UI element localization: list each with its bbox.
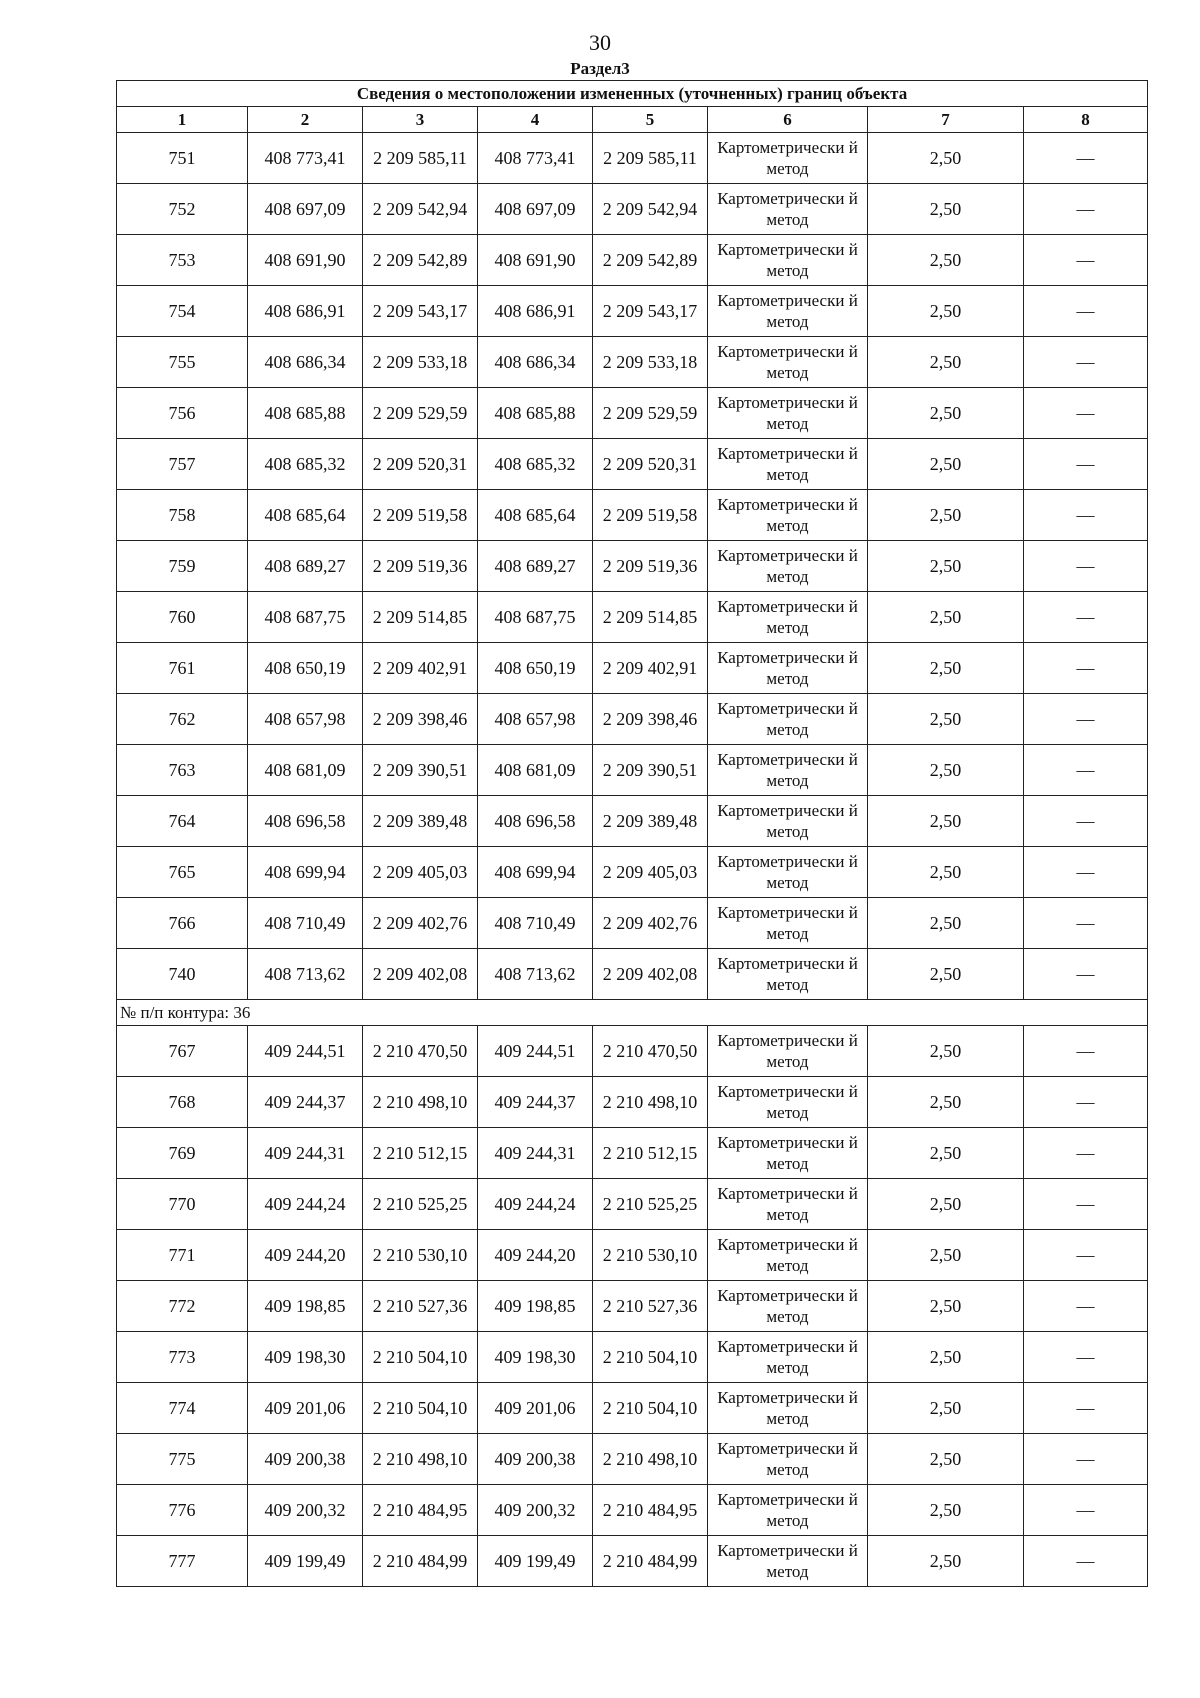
description-cell: — bbox=[1024, 592, 1148, 643]
x-existing-cell: 409 200,32 bbox=[248, 1485, 363, 1536]
point-number-cell: 772 bbox=[117, 1281, 248, 1332]
y-new-cell: 2 210 525,25 bbox=[593, 1179, 708, 1230]
y-new-cell: 2 209 520,31 bbox=[593, 439, 708, 490]
y-new-cell: 2 210 498,10 bbox=[593, 1434, 708, 1485]
accuracy-cell: 2,50 bbox=[868, 1230, 1024, 1281]
point-number-cell: 766 bbox=[117, 898, 248, 949]
table-row bbox=[117, 1077, 1148, 1128]
y-existing-cell: 2 210 530,10 bbox=[363, 1230, 478, 1281]
x-existing-cell: 408 686,91 bbox=[248, 286, 363, 337]
table-row bbox=[117, 1128, 1148, 1179]
accuracy-cell: 2,50 bbox=[868, 1536, 1024, 1587]
point-number-cell: 765 bbox=[117, 847, 248, 898]
y-existing-cell: 2 210 504,10 bbox=[363, 1383, 478, 1434]
method-cell: Картометрически й метод bbox=[708, 1332, 868, 1383]
description-cell: — bbox=[1024, 133, 1148, 184]
accuracy-cell: 2,50 bbox=[868, 541, 1024, 592]
description-cell: — bbox=[1024, 643, 1148, 694]
x-existing-cell: 409 244,20 bbox=[248, 1230, 363, 1281]
point-number-cell: 764 bbox=[117, 796, 248, 847]
x-new-cell: 409 198,85 bbox=[478, 1281, 593, 1332]
point-number-cell: 777 bbox=[117, 1536, 248, 1587]
y-existing-cell: 2 209 514,85 bbox=[363, 592, 478, 643]
point-number-cell: 776 bbox=[117, 1485, 248, 1536]
accuracy-cell: 2,50 bbox=[868, 1485, 1024, 1536]
x-new-cell: 409 199,49 bbox=[478, 1536, 593, 1587]
y-existing-cell: 2 209 405,03 bbox=[363, 847, 478, 898]
point-number-cell: 751 bbox=[117, 133, 248, 184]
x-new-cell: 408 710,49 bbox=[478, 898, 593, 949]
x-existing-cell: 409 198,30 bbox=[248, 1332, 363, 1383]
y-existing-cell: 2 209 519,58 bbox=[363, 490, 478, 541]
accuracy-cell: 2,50 bbox=[868, 1026, 1024, 1077]
y-existing-cell: 2 210 504,10 bbox=[363, 1332, 478, 1383]
y-existing-cell: 2 209 529,59 bbox=[363, 388, 478, 439]
x-existing-cell: 408 696,58 bbox=[248, 796, 363, 847]
y-existing-cell: 2 210 498,10 bbox=[363, 1077, 478, 1128]
table-row bbox=[117, 388, 1148, 439]
y-new-cell: 2 209 514,85 bbox=[593, 592, 708, 643]
description-cell: — bbox=[1024, 541, 1148, 592]
method-cell: Картометрически й метод bbox=[708, 694, 868, 745]
column-number: 3 bbox=[363, 107, 478, 133]
table-header bbox=[117, 81, 1148, 133]
table-row bbox=[117, 133, 1148, 184]
x-new-cell: 408 650,19 bbox=[478, 643, 593, 694]
description-cell: — bbox=[1024, 949, 1148, 1000]
y-new-cell: 2 210 512,15 bbox=[593, 1128, 708, 1179]
table-row bbox=[117, 235, 1148, 286]
accuracy-cell: 2,50 bbox=[868, 796, 1024, 847]
column-number: 4 bbox=[478, 107, 593, 133]
x-existing-cell: 409 244,31 bbox=[248, 1128, 363, 1179]
x-new-cell: 409 201,06 bbox=[478, 1383, 593, 1434]
method-cell: Картометрически й метод bbox=[708, 133, 868, 184]
accuracy-cell: 2,50 bbox=[868, 1383, 1024, 1434]
accuracy-cell: 2,50 bbox=[868, 184, 1024, 235]
point-number-cell: 773 bbox=[117, 1332, 248, 1383]
description-cell: — bbox=[1024, 1179, 1148, 1230]
table-row bbox=[117, 1026, 1148, 1077]
accuracy-cell: 2,50 bbox=[868, 1179, 1024, 1230]
x-existing-cell: 409 244,51 bbox=[248, 1026, 363, 1077]
x-existing-cell: 408 685,32 bbox=[248, 439, 363, 490]
accuracy-cell: 2,50 bbox=[868, 1332, 1024, 1383]
x-new-cell: 409 244,31 bbox=[478, 1128, 593, 1179]
point-number-cell: 761 bbox=[117, 643, 248, 694]
x-existing-cell: 408 685,88 bbox=[248, 388, 363, 439]
y-new-cell: 2 210 470,50 bbox=[593, 1026, 708, 1077]
accuracy-cell: 2,50 bbox=[868, 898, 1024, 949]
x-existing-cell: 409 201,06 bbox=[248, 1383, 363, 1434]
y-new-cell: 2 210 498,10 bbox=[593, 1077, 708, 1128]
x-new-cell: 408 687,75 bbox=[478, 592, 593, 643]
table-row bbox=[117, 796, 1148, 847]
accuracy-cell: 2,50 bbox=[868, 235, 1024, 286]
table-row bbox=[117, 337, 1148, 388]
x-new-cell: 409 200,38 bbox=[478, 1434, 593, 1485]
point-number-cell: 756 bbox=[117, 388, 248, 439]
method-cell: Картометрически й метод bbox=[708, 337, 868, 388]
x-existing-cell: 408 650,19 bbox=[248, 643, 363, 694]
y-existing-cell: 2 209 402,91 bbox=[363, 643, 478, 694]
x-existing-cell: 409 200,38 bbox=[248, 1434, 363, 1485]
description-cell: — bbox=[1024, 898, 1148, 949]
description-cell: — bbox=[1024, 1026, 1148, 1077]
point-number-cell: 754 bbox=[117, 286, 248, 337]
point-number-cell: 758 bbox=[117, 490, 248, 541]
table-row bbox=[117, 1230, 1148, 1281]
accuracy-cell: 2,50 bbox=[868, 388, 1024, 439]
y-new-cell: 2 209 542,94 bbox=[593, 184, 708, 235]
table-row bbox=[117, 949, 1148, 1000]
column-number: 2 bbox=[248, 107, 363, 133]
method-cell: Картометрически й метод bbox=[708, 1026, 868, 1077]
x-existing-cell: 408 681,09 bbox=[248, 745, 363, 796]
method-cell: Картометрически й метод bbox=[708, 1281, 868, 1332]
method-cell: Картометрически й метод bbox=[708, 490, 868, 541]
method-cell: Картометрически й метод bbox=[708, 1536, 868, 1587]
x-new-cell: 408 685,64 bbox=[478, 490, 593, 541]
x-existing-cell: 409 198,85 bbox=[248, 1281, 363, 1332]
y-existing-cell: 2 210 484,95 bbox=[363, 1485, 478, 1536]
point-number-cell: 769 bbox=[117, 1128, 248, 1179]
x-new-cell: 409 244,51 bbox=[478, 1026, 593, 1077]
accuracy-cell: 2,50 bbox=[868, 133, 1024, 184]
description-cell: — bbox=[1024, 1383, 1148, 1434]
description-cell: — bbox=[1024, 184, 1148, 235]
description-cell: — bbox=[1024, 1485, 1148, 1536]
description-cell: — bbox=[1024, 1077, 1148, 1128]
x-new-cell: 408 697,09 bbox=[478, 184, 593, 235]
point-number-cell: 763 bbox=[117, 745, 248, 796]
description-cell: — bbox=[1024, 439, 1148, 490]
point-number-cell: 752 bbox=[117, 184, 248, 235]
table-row bbox=[117, 1179, 1148, 1230]
table-row bbox=[117, 286, 1148, 337]
y-new-cell: 2 209 398,46 bbox=[593, 694, 708, 745]
x-existing-cell: 408 691,90 bbox=[248, 235, 363, 286]
table-row bbox=[117, 1383, 1148, 1434]
table-row bbox=[117, 1332, 1148, 1383]
table-row bbox=[117, 1485, 1148, 1536]
point-number-cell: 760 bbox=[117, 592, 248, 643]
description-cell: — bbox=[1024, 1230, 1148, 1281]
y-new-cell: 2 209 519,58 bbox=[593, 490, 708, 541]
method-cell: Картометрически й метод bbox=[708, 949, 868, 1000]
y-new-cell: 2 209 533,18 bbox=[593, 337, 708, 388]
y-new-cell: 2 209 585,11 bbox=[593, 133, 708, 184]
y-new-cell: 2 209 402,76 bbox=[593, 898, 708, 949]
y-existing-cell: 2 210 525,25 bbox=[363, 1179, 478, 1230]
y-existing-cell: 2 210 512,15 bbox=[363, 1128, 478, 1179]
y-new-cell: 2 209 542,89 bbox=[593, 235, 708, 286]
contour-row bbox=[117, 1000, 1148, 1026]
x-new-cell: 409 198,30 bbox=[478, 1332, 593, 1383]
accuracy-cell: 2,50 bbox=[868, 1128, 1024, 1179]
table-row bbox=[117, 745, 1148, 796]
method-cell: Картометрически й метод bbox=[708, 898, 868, 949]
table-row bbox=[117, 1434, 1148, 1485]
description-cell: — bbox=[1024, 796, 1148, 847]
accuracy-cell: 2,50 bbox=[868, 949, 1024, 1000]
y-existing-cell: 2 210 484,99 bbox=[363, 1536, 478, 1587]
description-cell: — bbox=[1024, 337, 1148, 388]
y-existing-cell: 2 209 389,48 bbox=[363, 796, 478, 847]
table-caption: Сведения о местоположении измененных (уточненных) границ объекта bbox=[117, 81, 1148, 107]
method-cell: Картометрически й метод bbox=[708, 796, 868, 847]
y-existing-cell: 2 209 543,17 bbox=[363, 286, 478, 337]
y-new-cell: 2 210 484,99 bbox=[593, 1536, 708, 1587]
description-cell: — bbox=[1024, 235, 1148, 286]
y-existing-cell: 2 210 527,36 bbox=[363, 1281, 478, 1332]
x-new-cell: 409 244,24 bbox=[478, 1179, 593, 1230]
x-existing-cell: 408 713,62 bbox=[248, 949, 363, 1000]
y-new-cell: 2 210 484,95 bbox=[593, 1485, 708, 1536]
y-new-cell: 2 210 504,10 bbox=[593, 1383, 708, 1434]
page-number: 30 bbox=[589, 30, 611, 55]
point-number-cell: 740 bbox=[117, 949, 248, 1000]
description-cell: — bbox=[1024, 694, 1148, 745]
table-body bbox=[117, 133, 1148, 1587]
point-number-cell: 759 bbox=[117, 541, 248, 592]
accuracy-cell: 2,50 bbox=[868, 847, 1024, 898]
y-existing-cell: 2 209 402,76 bbox=[363, 898, 478, 949]
column-number: 5 bbox=[593, 107, 708, 133]
x-existing-cell: 409 199,49 bbox=[248, 1536, 363, 1587]
y-new-cell: 2 209 402,91 bbox=[593, 643, 708, 694]
y-existing-cell: 2 210 498,10 bbox=[363, 1434, 478, 1485]
point-number-cell: 771 bbox=[117, 1230, 248, 1281]
description-cell: — bbox=[1024, 388, 1148, 439]
x-new-cell: 408 685,32 bbox=[478, 439, 593, 490]
accuracy-cell: 2,50 bbox=[868, 1281, 1024, 1332]
point-number-cell: 755 bbox=[117, 337, 248, 388]
description-cell: — bbox=[1024, 1128, 1148, 1179]
x-new-cell: 409 244,20 bbox=[478, 1230, 593, 1281]
method-cell: Картометрически й метод bbox=[708, 1383, 868, 1434]
method-cell: Картометрически й метод bbox=[708, 541, 868, 592]
accuracy-cell: 2,50 bbox=[868, 592, 1024, 643]
x-new-cell: 408 696,58 bbox=[478, 796, 593, 847]
description-cell: — bbox=[1024, 286, 1148, 337]
x-existing-cell: 408 710,49 bbox=[248, 898, 363, 949]
x-new-cell: 409 244,37 bbox=[478, 1077, 593, 1128]
point-number-cell: 762 bbox=[117, 694, 248, 745]
table-row bbox=[117, 184, 1148, 235]
method-cell: Картометрически й метод bbox=[708, 286, 868, 337]
section-title: Раздел3 bbox=[570, 59, 630, 78]
method-cell: Картометрически й метод bbox=[708, 1434, 868, 1485]
point-number-cell: 753 bbox=[117, 235, 248, 286]
description-cell: — bbox=[1024, 1434, 1148, 1485]
x-new-cell: 409 200,32 bbox=[478, 1485, 593, 1536]
y-existing-cell: 2 209 542,94 bbox=[363, 184, 478, 235]
accuracy-cell: 2,50 bbox=[868, 286, 1024, 337]
x-existing-cell: 408 686,34 bbox=[248, 337, 363, 388]
x-new-cell: 408 713,62 bbox=[478, 949, 593, 1000]
y-new-cell: 2 209 529,59 bbox=[593, 388, 708, 439]
point-number-cell: 768 bbox=[117, 1077, 248, 1128]
description-cell: — bbox=[1024, 1332, 1148, 1383]
table-row bbox=[117, 592, 1148, 643]
accuracy-cell: 2,50 bbox=[868, 694, 1024, 745]
x-new-cell: 408 685,88 bbox=[478, 388, 593, 439]
y-existing-cell: 2 209 398,46 bbox=[363, 694, 478, 745]
method-cell: Картометрически й метод bbox=[708, 643, 868, 694]
y-existing-cell: 2 209 542,89 bbox=[363, 235, 478, 286]
method-cell: Картометрически й метод bbox=[708, 184, 868, 235]
x-existing-cell: 409 244,24 bbox=[248, 1179, 363, 1230]
y-new-cell: 2 209 402,08 bbox=[593, 949, 708, 1000]
method-cell: Картометрически й метод bbox=[708, 847, 868, 898]
description-cell: — bbox=[1024, 1536, 1148, 1587]
table-row bbox=[117, 694, 1148, 745]
y-new-cell: 2 209 390,51 bbox=[593, 745, 708, 796]
y-existing-cell: 2 209 533,18 bbox=[363, 337, 478, 388]
column-number: 8 bbox=[1024, 107, 1148, 133]
method-cell: Картометрически й метод bbox=[708, 745, 868, 796]
table-row bbox=[117, 439, 1148, 490]
y-existing-cell: 2 209 585,11 bbox=[363, 133, 478, 184]
method-cell: Картометрически й метод bbox=[708, 592, 868, 643]
x-existing-cell: 408 697,09 bbox=[248, 184, 363, 235]
point-number-cell: 767 bbox=[117, 1026, 248, 1077]
accuracy-cell: 2,50 bbox=[868, 337, 1024, 388]
x-new-cell: 408 699,94 bbox=[478, 847, 593, 898]
y-new-cell: 2 209 405,03 bbox=[593, 847, 708, 898]
table-row bbox=[117, 541, 1148, 592]
accuracy-cell: 2,50 bbox=[868, 490, 1024, 541]
y-existing-cell: 2 209 520,31 bbox=[363, 439, 478, 490]
x-new-cell: 408 686,91 bbox=[478, 286, 593, 337]
y-new-cell: 2 210 504,10 bbox=[593, 1332, 708, 1383]
x-existing-cell: 408 773,41 bbox=[248, 133, 363, 184]
contour-label: № п/п контура: 36 bbox=[117, 1000, 1148, 1026]
column-number: 1 bbox=[117, 107, 248, 133]
point-number-cell: 757 bbox=[117, 439, 248, 490]
table-row bbox=[117, 490, 1148, 541]
table-row bbox=[117, 643, 1148, 694]
x-new-cell: 408 681,09 bbox=[478, 745, 593, 796]
table-row bbox=[117, 1536, 1148, 1587]
y-new-cell: 2 209 389,48 bbox=[593, 796, 708, 847]
method-cell: Картометрически й метод bbox=[708, 1179, 868, 1230]
description-cell: — bbox=[1024, 490, 1148, 541]
accuracy-cell: 2,50 bbox=[868, 1077, 1024, 1128]
method-cell: Картометрически й метод bbox=[708, 388, 868, 439]
point-number-cell: 774 bbox=[117, 1383, 248, 1434]
method-cell: Картометрически й метод bbox=[708, 439, 868, 490]
x-existing-cell: 408 685,64 bbox=[248, 490, 363, 541]
accuracy-cell: 2,50 bbox=[868, 643, 1024, 694]
description-cell: — bbox=[1024, 847, 1148, 898]
table-row bbox=[117, 1281, 1148, 1332]
y-existing-cell: 2 209 519,36 bbox=[363, 541, 478, 592]
method-cell: Картометрически й метод bbox=[708, 1077, 868, 1128]
description-cell: — bbox=[1024, 745, 1148, 796]
x-new-cell: 408 657,98 bbox=[478, 694, 593, 745]
y-new-cell: 2 210 527,36 bbox=[593, 1281, 708, 1332]
method-cell: Картометрически й метод bbox=[708, 1128, 868, 1179]
x-new-cell: 408 773,41 bbox=[478, 133, 593, 184]
coordinates-table bbox=[116, 80, 1148, 1587]
x-existing-cell: 408 687,75 bbox=[248, 592, 363, 643]
method-cell: Картометрически й метод bbox=[708, 1485, 868, 1536]
accuracy-cell: 2,50 bbox=[868, 1434, 1024, 1485]
x-new-cell: 408 689,27 bbox=[478, 541, 593, 592]
point-number-cell: 775 bbox=[117, 1434, 248, 1485]
y-new-cell: 2 209 543,17 bbox=[593, 286, 708, 337]
accuracy-cell: 2,50 bbox=[868, 745, 1024, 796]
method-cell: Картометрически й метод bbox=[708, 235, 868, 286]
y-existing-cell: 2 209 390,51 bbox=[363, 745, 478, 796]
x-existing-cell: 408 657,98 bbox=[248, 694, 363, 745]
y-existing-cell: 2 210 470,50 bbox=[363, 1026, 478, 1077]
y-new-cell: 2 210 530,10 bbox=[593, 1230, 708, 1281]
description-cell: — bbox=[1024, 1281, 1148, 1332]
y-existing-cell: 2 209 402,08 bbox=[363, 949, 478, 1000]
method-cell: Картометрически й метод bbox=[708, 1230, 868, 1281]
x-new-cell: 408 691,90 bbox=[478, 235, 593, 286]
accuracy-cell: 2,50 bbox=[868, 439, 1024, 490]
x-new-cell: 408 686,34 bbox=[478, 337, 593, 388]
table-row bbox=[117, 898, 1148, 949]
x-existing-cell: 409 244,37 bbox=[248, 1077, 363, 1128]
point-number-cell: 770 bbox=[117, 1179, 248, 1230]
x-existing-cell: 408 689,27 bbox=[248, 541, 363, 592]
column-number: 7 bbox=[868, 107, 1024, 133]
column-number-row bbox=[117, 107, 1148, 133]
y-new-cell: 2 209 519,36 bbox=[593, 541, 708, 592]
x-existing-cell: 408 699,94 bbox=[248, 847, 363, 898]
table-row bbox=[117, 847, 1148, 898]
column-number: 6 bbox=[708, 107, 868, 133]
